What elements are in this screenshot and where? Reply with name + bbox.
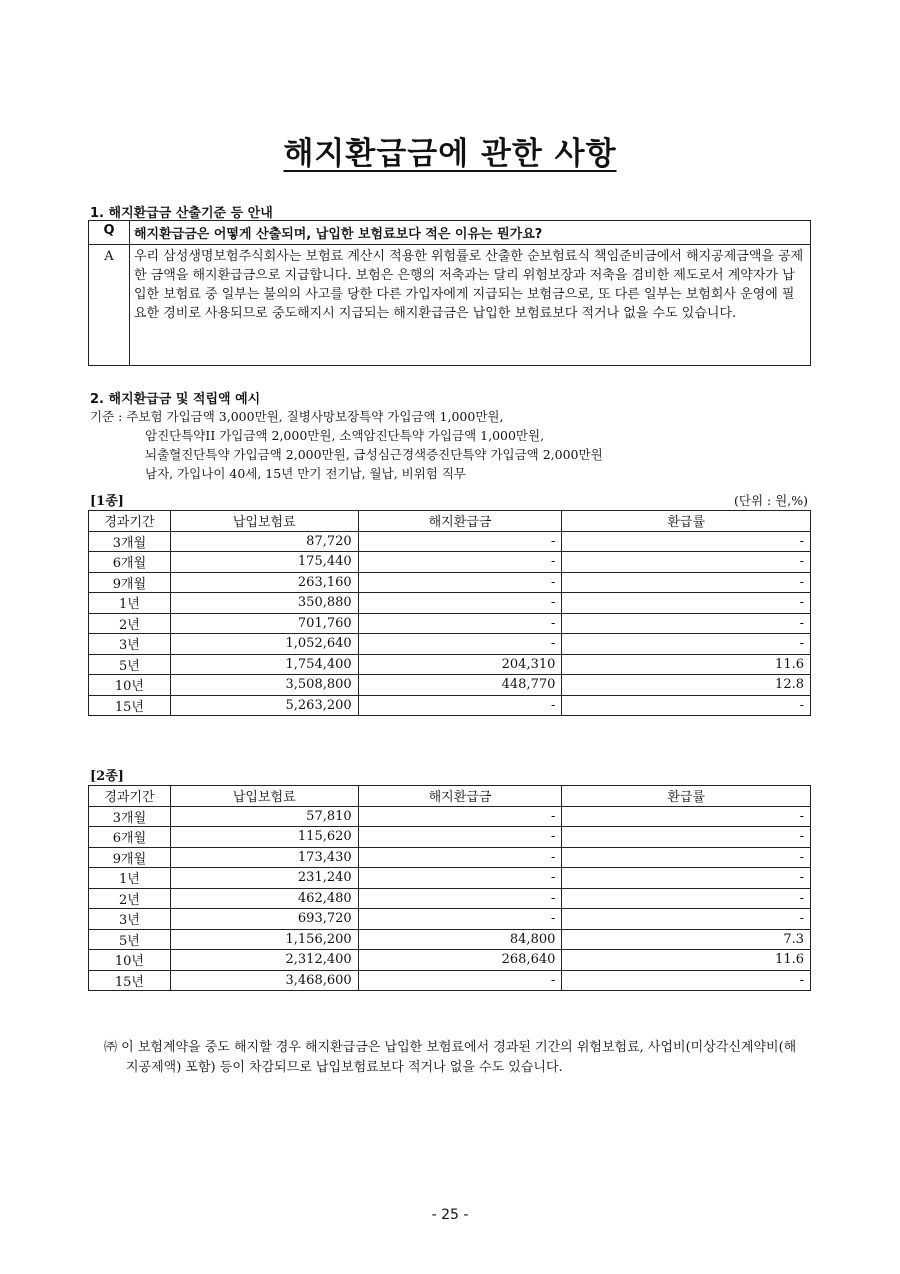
table-row (89, 593, 811, 614)
table-row (89, 827, 811, 848)
cell-rate: - (562, 868, 811, 889)
cell-refund: 448,770 (358, 675, 562, 696)
table2-label: [2종] (90, 769, 124, 784)
cell-rate: - (562, 806, 811, 827)
cell-refund: - (358, 827, 562, 848)
cell-refund: - (358, 868, 562, 889)
qa-table (88, 220, 811, 366)
table-header-row (89, 786, 811, 807)
cell-period: 2년 (89, 888, 171, 909)
question-row (89, 221, 811, 245)
cell-refund: - (358, 847, 562, 868)
cell-rate: - (562, 572, 811, 593)
cell-rate: 7.3 (562, 929, 811, 950)
cell-period: 1년 (89, 593, 171, 614)
cell-refund: - (358, 572, 562, 593)
cell-premium: 115,620 (170, 827, 358, 848)
cell-rate: - (562, 970, 811, 991)
table-row (89, 572, 811, 593)
cell-premium: 87,720 (170, 531, 358, 552)
footnote (104, 1038, 804, 1077)
table-row (89, 695, 811, 716)
page-number: - 25 - (431, 1207, 469, 1223)
table1-label: [1종] (90, 494, 124, 509)
cell-period: 15년 (89, 695, 171, 716)
header-rate: 환급률 (562, 511, 811, 532)
unit-label: (단위 : 원,%) (734, 493, 808, 508)
cell-period: 5년 (89, 929, 171, 950)
cell-period: 9개월 (89, 847, 171, 868)
cell-rate: - (562, 827, 811, 848)
basis-line: 주보험 가입금액 3,000만원, 질병사망보장특약 가입금액 1,000만원, (126, 409, 504, 424)
table-row (89, 888, 811, 909)
table-row (89, 552, 811, 573)
cell-period: 15년 (89, 970, 171, 991)
refund-table-type1 (88, 510, 811, 716)
cell-rate: 12.8 (562, 675, 811, 696)
cell-refund: - (358, 634, 562, 655)
cell-period: 10년 (89, 675, 171, 696)
basis-line: 남자, 가입나이 40세, 15년 만기 전기납, 월납, 비위험 직무 (145, 466, 466, 481)
cell-period: 6개월 (89, 827, 171, 848)
cell-rate: - (562, 634, 811, 655)
cell-rate: - (562, 909, 811, 930)
cell-refund: - (358, 695, 562, 716)
cell-period: 3개월 (89, 806, 171, 827)
basis-line: 암진단특약II 가입금액 2,000만원, 소액암진단특약 가입금액 1,000만원, (145, 428, 545, 443)
table-row (89, 613, 811, 634)
cell-premium: 3,468,600 (170, 970, 358, 991)
section1-heading: 1. 해지환급금 산출기준 등 안내 (90, 206, 273, 221)
table-row (89, 970, 811, 991)
table-row (89, 654, 811, 675)
cell-refund: - (358, 613, 562, 634)
cell-premium: 1,052,640 (170, 634, 358, 655)
cell-rate: - (562, 695, 811, 716)
table-header-row (89, 511, 811, 532)
header-refund: 해지환급금 (358, 786, 562, 807)
header-period: 경과기간 (89, 786, 171, 807)
cell-rate: - (562, 847, 811, 868)
cell-refund: - (358, 970, 562, 991)
footnote-text: ㈜ 이 보험계약을 중도 해지할 경우 해지환급금은 납입한 보험료에서 경과된 기간의 위험보험료, 사업비(미상각신계약비(해지공제액) 포함) 등이 차감되므로 납입보험료보다 적거나 없을 수도 있습니다. (104, 1040, 797, 1075)
cell-premium: 3,508,800 (170, 675, 358, 696)
cell-refund: - (358, 531, 562, 552)
cell-premium: 173,430 (170, 847, 358, 868)
basis-block (90, 407, 603, 483)
table-row (89, 531, 811, 552)
page-title: 해지환급금에 관한 사항 (283, 136, 617, 172)
cell-rate: - (562, 593, 811, 614)
question-text: 해지환급금은 어떻게 산출되며, 납입한 보험료보다 적은 이유는 뭔가요? (130, 221, 811, 245)
table-row (89, 950, 811, 971)
header-premium: 납입보험료 (170, 786, 358, 807)
cell-refund: - (358, 593, 562, 614)
header-rate: 환급률 (562, 786, 811, 807)
table-row (89, 868, 811, 889)
cell-refund: - (358, 552, 562, 573)
cell-rate: - (562, 531, 811, 552)
cell-refund: 268,640 (358, 950, 562, 971)
table-row (89, 929, 811, 950)
cell-premium: 231,240 (170, 868, 358, 889)
cell-premium: 1,156,200 (170, 929, 358, 950)
q-mark: Q (89, 221, 130, 245)
header-premium: 납입보험료 (170, 511, 358, 532)
answer-text: 우리 삼성생명보험주식회사는 보험료 계산시 적용한 위험률로 산출한 순보험료식 책임준비금에서 해지공제금액을 공제한 금액을 해지환급금으로 지급합니다. 보험은 은행의 저축과는 달리 위험보장과 저축을 겸비한 제도로서 계약자가 납입한 보험료 중 일부는 불의의 사고를 당한 다른 가입자에게 지급되는 보험금으로, 또 다른 일부는 보험회사 운영에 필요한 경비로 사용되므로 중도해지시 지급되는 해지환급금은 납입한 보험료보다 적거나 없을 수도 있습니다. (130, 245, 811, 366)
cell-rate: 11.6 (562, 950, 811, 971)
cell-premium: 693,720 (170, 909, 358, 930)
cell-premium: 263,160 (170, 572, 358, 593)
cell-refund: 84,800 (358, 929, 562, 950)
cell-premium: 1,754,400 (170, 654, 358, 675)
cell-refund: - (358, 909, 562, 930)
cell-period: 9개월 (89, 572, 171, 593)
answer-row (89, 245, 811, 366)
header-period: 경과기간 (89, 511, 171, 532)
table-row (89, 675, 811, 696)
cell-rate: - (562, 613, 811, 634)
cell-period: 6개월 (89, 552, 171, 573)
cell-period: 3년 (89, 634, 171, 655)
header-refund: 해지환급금 (358, 511, 562, 532)
cell-rate: - (562, 888, 811, 909)
cell-rate: - (562, 552, 811, 573)
table-row (89, 634, 811, 655)
cell-period: 10년 (89, 950, 171, 971)
cell-period: 3개월 (89, 531, 171, 552)
cell-premium: 701,760 (170, 613, 358, 634)
cell-period: 5년 (89, 654, 171, 675)
cell-premium: 462,480 (170, 888, 358, 909)
basis-label: 기준 : (90, 409, 123, 424)
table-row (89, 847, 811, 868)
cell-period: 1년 (89, 868, 171, 889)
table-row (89, 806, 811, 827)
cell-period: 3년 (89, 909, 171, 930)
refund-table-type2 (88, 785, 811, 991)
cell-premium: 175,440 (170, 552, 358, 573)
cell-refund: - (358, 806, 562, 827)
table-row (89, 909, 811, 930)
cell-premium: 2,312,400 (170, 950, 358, 971)
cell-premium: 57,810 (170, 806, 358, 827)
cell-period: 2년 (89, 613, 171, 634)
basis-line: 뇌출혈진단특약 가입금액 2,000만원, 급성심근경색증진단특약 가입금액 2,000만원 (145, 447, 603, 462)
cell-refund: 204,310 (358, 654, 562, 675)
section2-heading: 2. 해지환급금 및 적립액 예시 (90, 392, 261, 407)
cell-premium: 350,880 (170, 593, 358, 614)
cell-rate: 11.6 (562, 654, 811, 675)
cell-premium: 5,263,200 (170, 695, 358, 716)
a-mark: A (89, 245, 130, 366)
cell-refund: - (358, 888, 562, 909)
